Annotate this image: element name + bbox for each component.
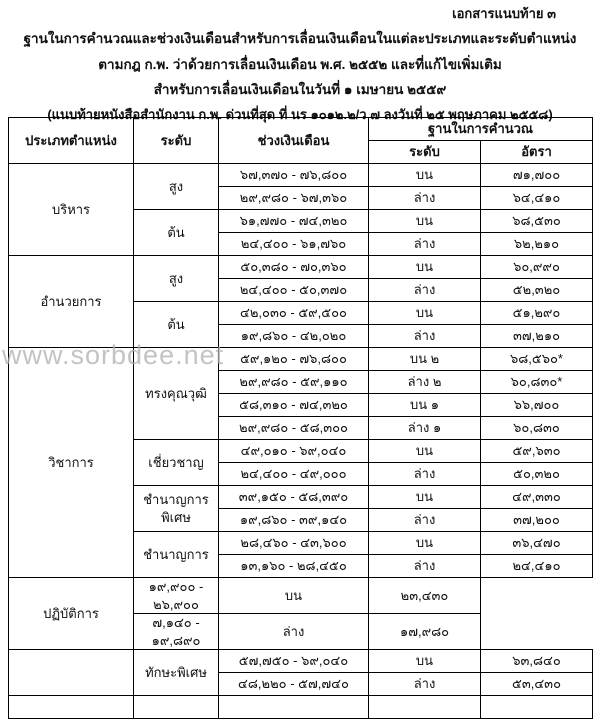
level-cell: ต้น: [134, 302, 219, 348]
attachment-tag: เอกสารแนบท้าย ๓: [452, 6, 556, 21]
salary-range-cell: ๔๒,๐๓๐ - ๕๙,๕๐๐: [219, 302, 369, 325]
doc-title-line-4: (แนบท้ายหนังสือสำนักงาน ก.พ. ด่วนที่สุด ที่ นร ๑๐๑๒.๒/ว ๗ ลงวันที่ ๒๕ พฤษภาคม ๒๕๕๘): [47, 106, 553, 122]
rate-cell: [481, 696, 593, 719]
salary-range-cell: ๗,๑๔๐ - ๑๙,๘๙๐: [134, 614, 219, 650]
col-header-position-type: ประเภทตำแหน่ง: [9, 118, 134, 164]
salary-range-cell: [219, 696, 369, 719]
salary-range-cell: ๑๙,๘๖๐ - ๔๒,๐๒๐: [219, 325, 369, 348]
rate-cell: ๕๑,๒๙๐: [481, 302, 593, 325]
salary-range-cell: ๒๔,๔๐๐ - ๖๑,๗๖๐: [219, 233, 369, 256]
level-cell: สูง: [134, 164, 219, 210]
salary-range-cell: ๓๙,๑๕๐ - ๕๘,๓๙๐: [219, 486, 369, 509]
rate-cell: ๖๘,๕๖๐*: [481, 348, 593, 371]
document-header: [0, 0, 600, 125]
salary-range-cell: ๒๙,๙๘๐ - ๖๗,๓๖๐: [219, 187, 369, 210]
rate-cell: ๓๖,๔๗๐: [481, 532, 593, 555]
rate-cell: ๕๙,๖๓๐: [481, 440, 593, 463]
rate-cell: ๖๖,๗๐๐: [481, 394, 593, 417]
doc-title-line-1: ฐานในการคำนวณและช่วงเงินเดือนสำหรับการเลื่อนเงินเดือนในแต่ละประเภทและระดับตำแหน่ง: [23, 31, 577, 47]
level-cell: ทักษะพิเศษ: [134, 650, 219, 696]
salary-range-cell: ๑๓,๑๖๐ - ๒๘,๔๕๐: [219, 555, 369, 578]
salary-range-cell: ๑๙,๙๐๐ - ๒๖,๙๐๐: [134, 578, 219, 614]
base-level-cell: บน ๒: [369, 348, 481, 371]
col-header-calc-rate: อัตรา: [481, 141, 593, 164]
level-cell: ต้น: [134, 210, 219, 256]
base-level-cell: ล่าง: [369, 555, 481, 578]
level-cell: เชี่ยวชาญ: [134, 440, 219, 486]
base-level-cell: ล่าง: [219, 614, 369, 650]
doc-title-line-3: สำหรับการเลื่อนเงินเดือนในวันที่ ๑ เมษายน ๒๕๕๙: [153, 82, 447, 98]
base-level-cell: บน: [369, 532, 481, 555]
base-level-cell: ล่าง: [369, 325, 481, 348]
rate-cell: ๖๐,๙๙๐: [481, 256, 593, 279]
rate-cell: ๖๐,๘๓๐*: [481, 371, 593, 394]
salary-range-cell: ๒๔,๔๐๐ - ๕๐,๓๗๐: [219, 279, 369, 302]
group-cell: [9, 696, 134, 719]
col-header-calc-base: ฐานในการคำนวณ: [369, 118, 593, 141]
base-level-cell: ล่าง: [369, 187, 481, 210]
level-cell: ชำนาญการพิเศษ: [134, 486, 219, 532]
table-row: [9, 650, 593, 673]
base-level-cell: บน: [369, 210, 481, 233]
salary-range-cell: ๕๙,๑๒๐ - ๗๖,๘๐๐: [219, 348, 369, 371]
salary-range-cell: ๕๘,๓๑๐ - ๗๔,๓๒๐: [219, 394, 369, 417]
col-header-calc-level: ระดับ: [369, 141, 481, 164]
level-cell: [134, 696, 219, 719]
group-cell-thuapai: [9, 650, 134, 696]
salary-range-cell: ๒๘,๔๖๐ - ๔๓,๖๐๐: [219, 532, 369, 555]
salary-range-cell: ๖๑,๗๗๐ - ๗๔,๓๒๐: [219, 210, 369, 233]
base-level-cell: [369, 696, 481, 719]
watermark: www.sorbdee.net: [2, 340, 225, 370]
group-cell-wichakan: วิชาการ: [9, 348, 134, 578]
rate-cell: ๕๓,๔๓๐: [481, 673, 593, 696]
table-row: [9, 256, 593, 279]
salary-range-cell: ๒๙,๙๘๐ - ๕๙,๑๑๐: [219, 371, 369, 394]
rate-cell: ๖๘,๕๓๐: [481, 210, 593, 233]
doc-title-line-2: ตามกฎ ก.พ. ว่าด้วยการเลื่อนเงินเดือน พ.ศ. ๒๕๕๒ และที่แก้ไขเพิ่มเติม: [98, 56, 502, 72]
base-level-cell: บน: [369, 440, 481, 463]
group-cell-amnuaikan: อำนวยการ: [9, 256, 134, 348]
salary-range-cell: ๔๘,๒๒๐ - ๕๗,๗๔๐: [219, 673, 369, 696]
table-row: [9, 164, 593, 187]
rate-cell: ๕๒,๓๒๐: [481, 279, 593, 302]
rate-cell: ๖๔,๔๑๐: [481, 187, 593, 210]
salary-range-cell: ๒๙,๙๘๐ - ๕๘,๓๐๐: [219, 417, 369, 440]
rate-cell: ๖๓,๘๔๐: [481, 650, 593, 673]
base-level-cell: ล่าง: [369, 233, 481, 256]
salary-range-cell: ๒๔,๔๐๐ - ๔๙,๐๐๐: [219, 463, 369, 486]
base-level-cell: บน ๑: [369, 394, 481, 417]
rate-cell: ๓๗,๒๑๐: [481, 325, 593, 348]
base-level-cell: ล่าง: [369, 509, 481, 532]
col-header-salary-range: ช่วงเงินเดือน: [219, 118, 369, 164]
level-cell: ชำนาญการ: [134, 532, 219, 578]
level-cell: ปฏิบัติการ: [9, 578, 134, 650]
rate-cell: ๑๗,๙๘๐: [369, 614, 481, 650]
rate-cell: ๗๑,๗๐๐: [481, 164, 593, 187]
table-row: [9, 348, 593, 371]
base-level-cell: บน: [369, 302, 481, 325]
base-level-cell: ล่าง: [369, 673, 481, 696]
level-cell: ทรงคุณวุฒิ: [134, 348, 219, 440]
rate-cell: ๓๗,๒๐๐: [481, 509, 593, 532]
base-level-cell: บน: [369, 650, 481, 673]
base-level-cell: บน: [369, 256, 481, 279]
level-cell: สูง: [134, 256, 219, 302]
rate-cell: ๖๒,๒๑๐: [481, 233, 593, 256]
salary-range-cell: ๔๙,๐๑๐ - ๖๙,๐๔๐: [219, 440, 369, 463]
group-cell-borihan: บริหาร: [9, 164, 134, 256]
base-level-cell: บน: [369, 164, 481, 187]
table-row: [9, 578, 593, 614]
rate-cell: ๕๐,๓๒๐: [481, 463, 593, 486]
salary-range-cell: ๕๐,๓๘๐ - ๗๐,๓๖๐: [219, 256, 369, 279]
rate-cell: ๔๙,๓๓๐: [481, 486, 593, 509]
rate-cell: ๒๓,๔๓๐: [369, 578, 481, 614]
salary-range-cell: ๖๗,๓๗๐ - ๗๖,๘๐๐: [219, 164, 369, 187]
base-level-cell: ล่าง ๑: [369, 417, 481, 440]
base-level-cell: บน: [219, 578, 369, 614]
base-level-cell: ล่าง ๒: [369, 371, 481, 394]
salary-range-cell: ๑๙,๘๖๐ - ๓๙,๑๔๐: [219, 509, 369, 532]
base-level-cell: ล่าง: [369, 463, 481, 486]
table-row-partial: [9, 696, 593, 719]
table-header-row-1: [9, 118, 593, 141]
salary-range-cell: ๕๗,๗๕๐ - ๖๙,๐๔๐: [219, 650, 369, 673]
col-header-level: ระดับ: [134, 118, 219, 164]
rate-cell: ๖๐,๘๓๐: [481, 417, 593, 440]
base-level-cell: ล่าง: [369, 279, 481, 302]
salary-base-table: [8, 117, 593, 719]
base-level-cell: บน: [369, 486, 481, 509]
rate-cell: ๒๔,๔๑๐: [481, 555, 593, 578]
